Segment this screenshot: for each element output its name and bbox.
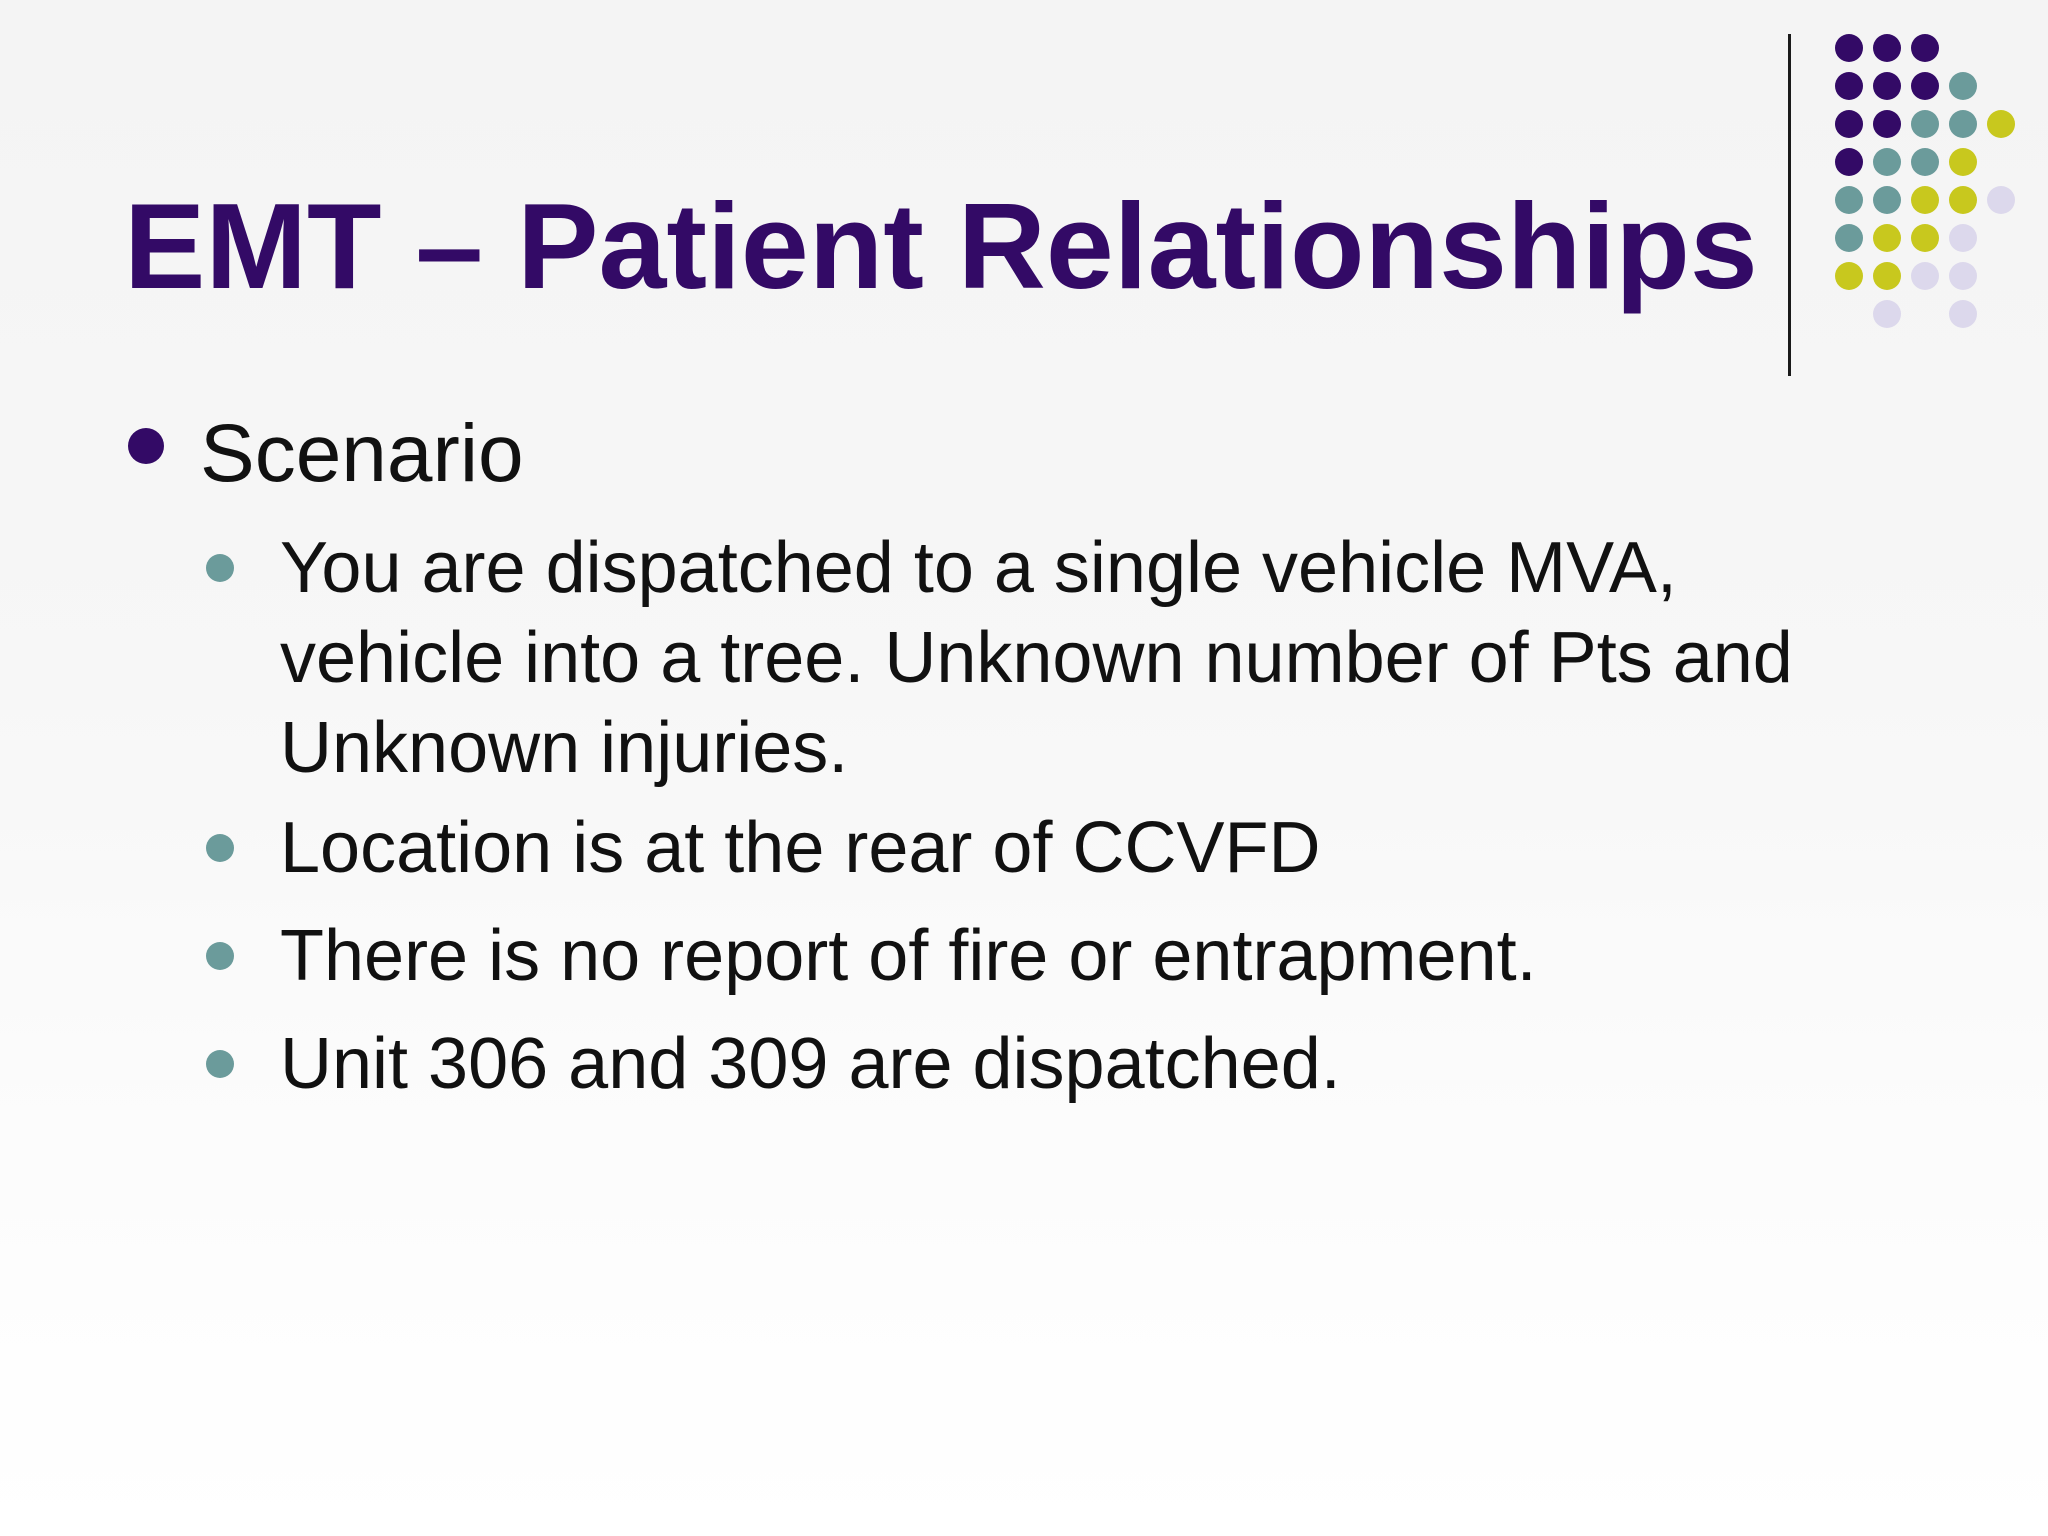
sub-bullet-dot-icon	[206, 942, 234, 970]
decorative-dot	[1873, 72, 1901, 100]
decorative-dot	[1835, 262, 1863, 290]
decorative-dot	[1949, 148, 1977, 176]
sub-bullet-units: Unit 306 and 309 are dispatched.	[280, 1024, 1341, 1104]
decorative-dot	[1911, 262, 1939, 290]
decorative-dot	[1873, 110, 1901, 138]
decorative-dot	[1835, 224, 1863, 252]
decorative-dot	[1835, 186, 1863, 214]
decorative-dot	[1911, 186, 1939, 214]
bullet-scenario: Scenario	[200, 408, 524, 499]
slide-title: EMT – Patient Relationships	[124, 178, 1758, 314]
decorative-dot	[1835, 148, 1863, 176]
decorative-dot	[1873, 148, 1901, 176]
sub-bullet-location: Location is at the rear of CCVFD	[280, 808, 1321, 888]
decorative-dot	[1911, 34, 1939, 62]
decorative-dot	[1835, 72, 1863, 100]
decorative-dot	[1949, 186, 1977, 214]
sub-bullet-dot-icon	[206, 1050, 234, 1078]
decorative-dot	[1987, 186, 2015, 214]
decorative-dot	[1911, 110, 1939, 138]
decorative-dot	[1911, 72, 1939, 100]
decorative-dot	[1873, 186, 1901, 214]
decorative-dot	[1949, 300, 1977, 328]
decorative-dot	[1873, 262, 1901, 290]
decorative-dot	[1949, 224, 1977, 252]
title-divider-line	[1788, 34, 1791, 376]
sub-bullet-dot-icon	[206, 554, 234, 582]
decorative-dot	[1873, 300, 1901, 328]
decorative-dot	[1911, 148, 1939, 176]
bullet-dot-icon	[128, 428, 164, 464]
sub-bullet-dispatch: You are dispatched to a single vehicle MVA, vehicle into a tree. Unknown number of Pts and Unknown injuries.	[280, 528, 1793, 788]
decorative-dot	[1987, 110, 2015, 138]
decorative-dot	[1835, 34, 1863, 62]
decorative-dot	[1835, 110, 1863, 138]
decorative-dot	[1949, 110, 1977, 138]
decorative-dot	[1949, 262, 1977, 290]
sub-bullet-dot-icon	[206, 834, 234, 862]
sub-bullet-no-fire: There is no report of fire or entrapment.	[280, 916, 1537, 996]
decorative-dot	[1873, 224, 1901, 252]
decorative-dot	[1949, 72, 1977, 100]
decorative-dot	[1911, 224, 1939, 252]
decorative-dot	[1873, 34, 1901, 62]
